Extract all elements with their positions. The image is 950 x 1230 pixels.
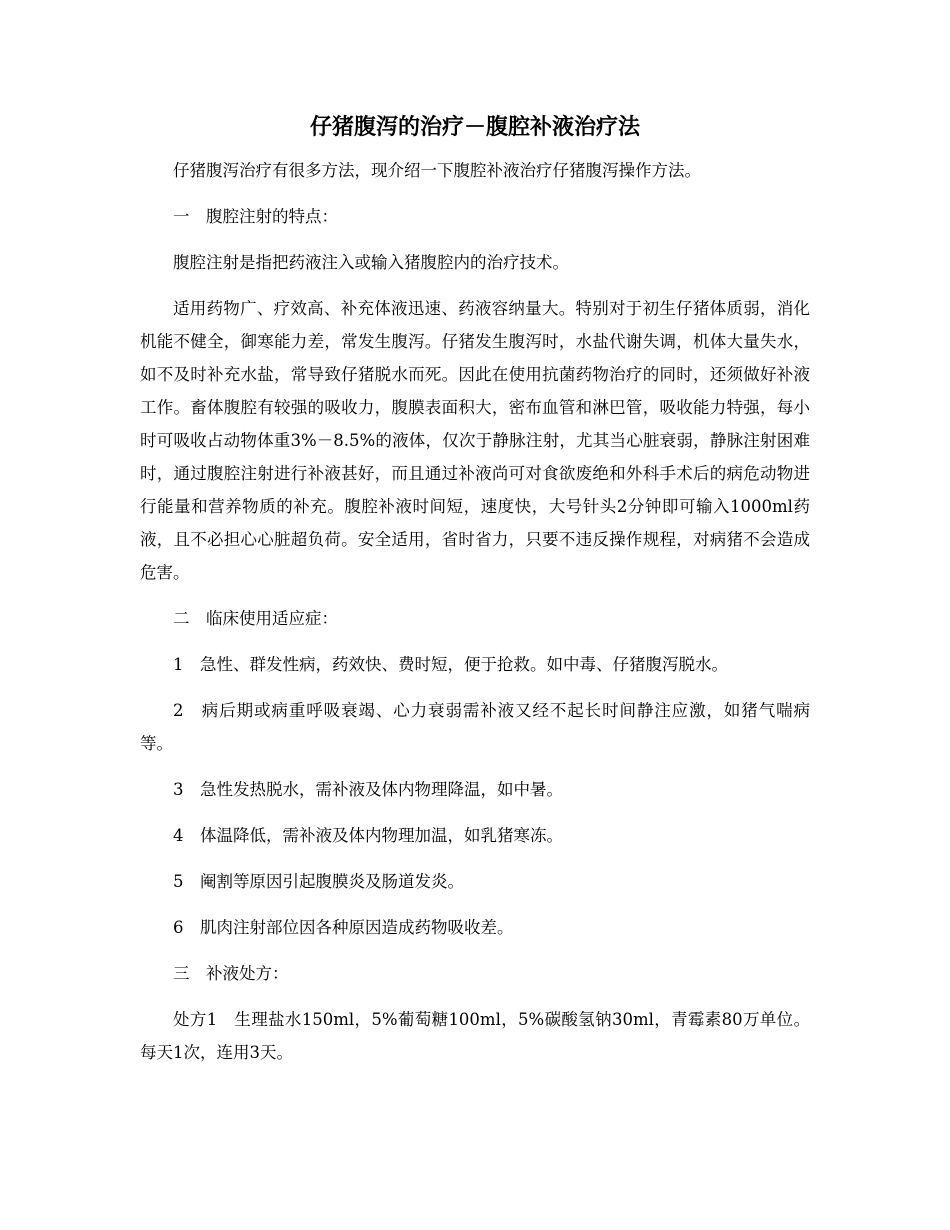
paragraph-intro: 仔猪腹泻治疗有很多方法，现介绍一下腹腔补液治疗仔猪腹泻操作方法。 (173, 161, 701, 180)
prescription-1: 处方1 生理盐水150ml，5%葡萄糖100ml，5%碳酸氢钠30ml，青霉素80万单位。每天1次，连用3天。 (140, 1010, 810, 1062)
indication-item-4: 4 体温降低，需补液及体内物理加温，如乳猪寒冻。 (173, 826, 563, 845)
document-body (140, 154, 810, 1082)
indication-item-6: 6 肌肉注射部位因各种原因造成药物吸收差。 (173, 918, 514, 937)
section-heading-2: 二 临床使用适应症： (173, 609, 338, 628)
indication-item-2: 2 病后期或病重呼吸衰竭、心力衰弱需补液又经不起长时间静注应激，如猪气喘病等。 (140, 701, 810, 753)
paragraph-definition: 腹腔注射是指把药液注入或输入猪腹腔内的治疗技术。 (173, 253, 569, 272)
indication-item-3: 3 急性发热脱水，需补液及体内物理降温，如中暑。 (173, 780, 563, 799)
indication-item-5: 5 阉割等原因引起腹膜炎及肠道发炎。 (173, 872, 464, 891)
indication-item-1: 1 急性、群发性病，药效快、费时短，便于抢救。如中毒、仔猪腹泻脱水。 (173, 655, 728, 674)
paragraph-features: 适用药物广、疗效高、补充体液迅速、药液容纳量大。特别对于初生仔猪体质弱，消化机能不健全，御寒能力差，常发生腹泻。仔猪发生腹泻时，水盐代谢失调，机体大量失水，如不及时补充水盐，常导致仔猪脱水而死。因此在使用抗菌药物治疗的同时，还须做好补液工作。畜体腹腔有较强的吸收力，腹膜表面积大，密布血管和淋巴管，吸收能力特强，每小时可吸收占动物体重3%－8.5%的液体，仅次于静脉注射，尤其当心脏衰弱，静脉注射困难时，通过腹腔注射进行补液甚好，而且通过补液尚可对食欲废绝和外科手术后的病危动物进行能量和营养物质的补充。腹腔补液时间短，速度快，大号针头2分钟即可输入1000ml药液，且不必担心心脏超负荷。安全适用，省时省力，只要不违反操作规程，对病猪不会造成危害。 (140, 299, 810, 582)
section-heading-1: 一 腹腔注射的特点： (173, 207, 338, 226)
document-title: 仔猪腹泻的治疗－腹腔补液治疗法 (309, 115, 640, 140)
section-heading-3: 三 补液处方： (173, 964, 289, 983)
